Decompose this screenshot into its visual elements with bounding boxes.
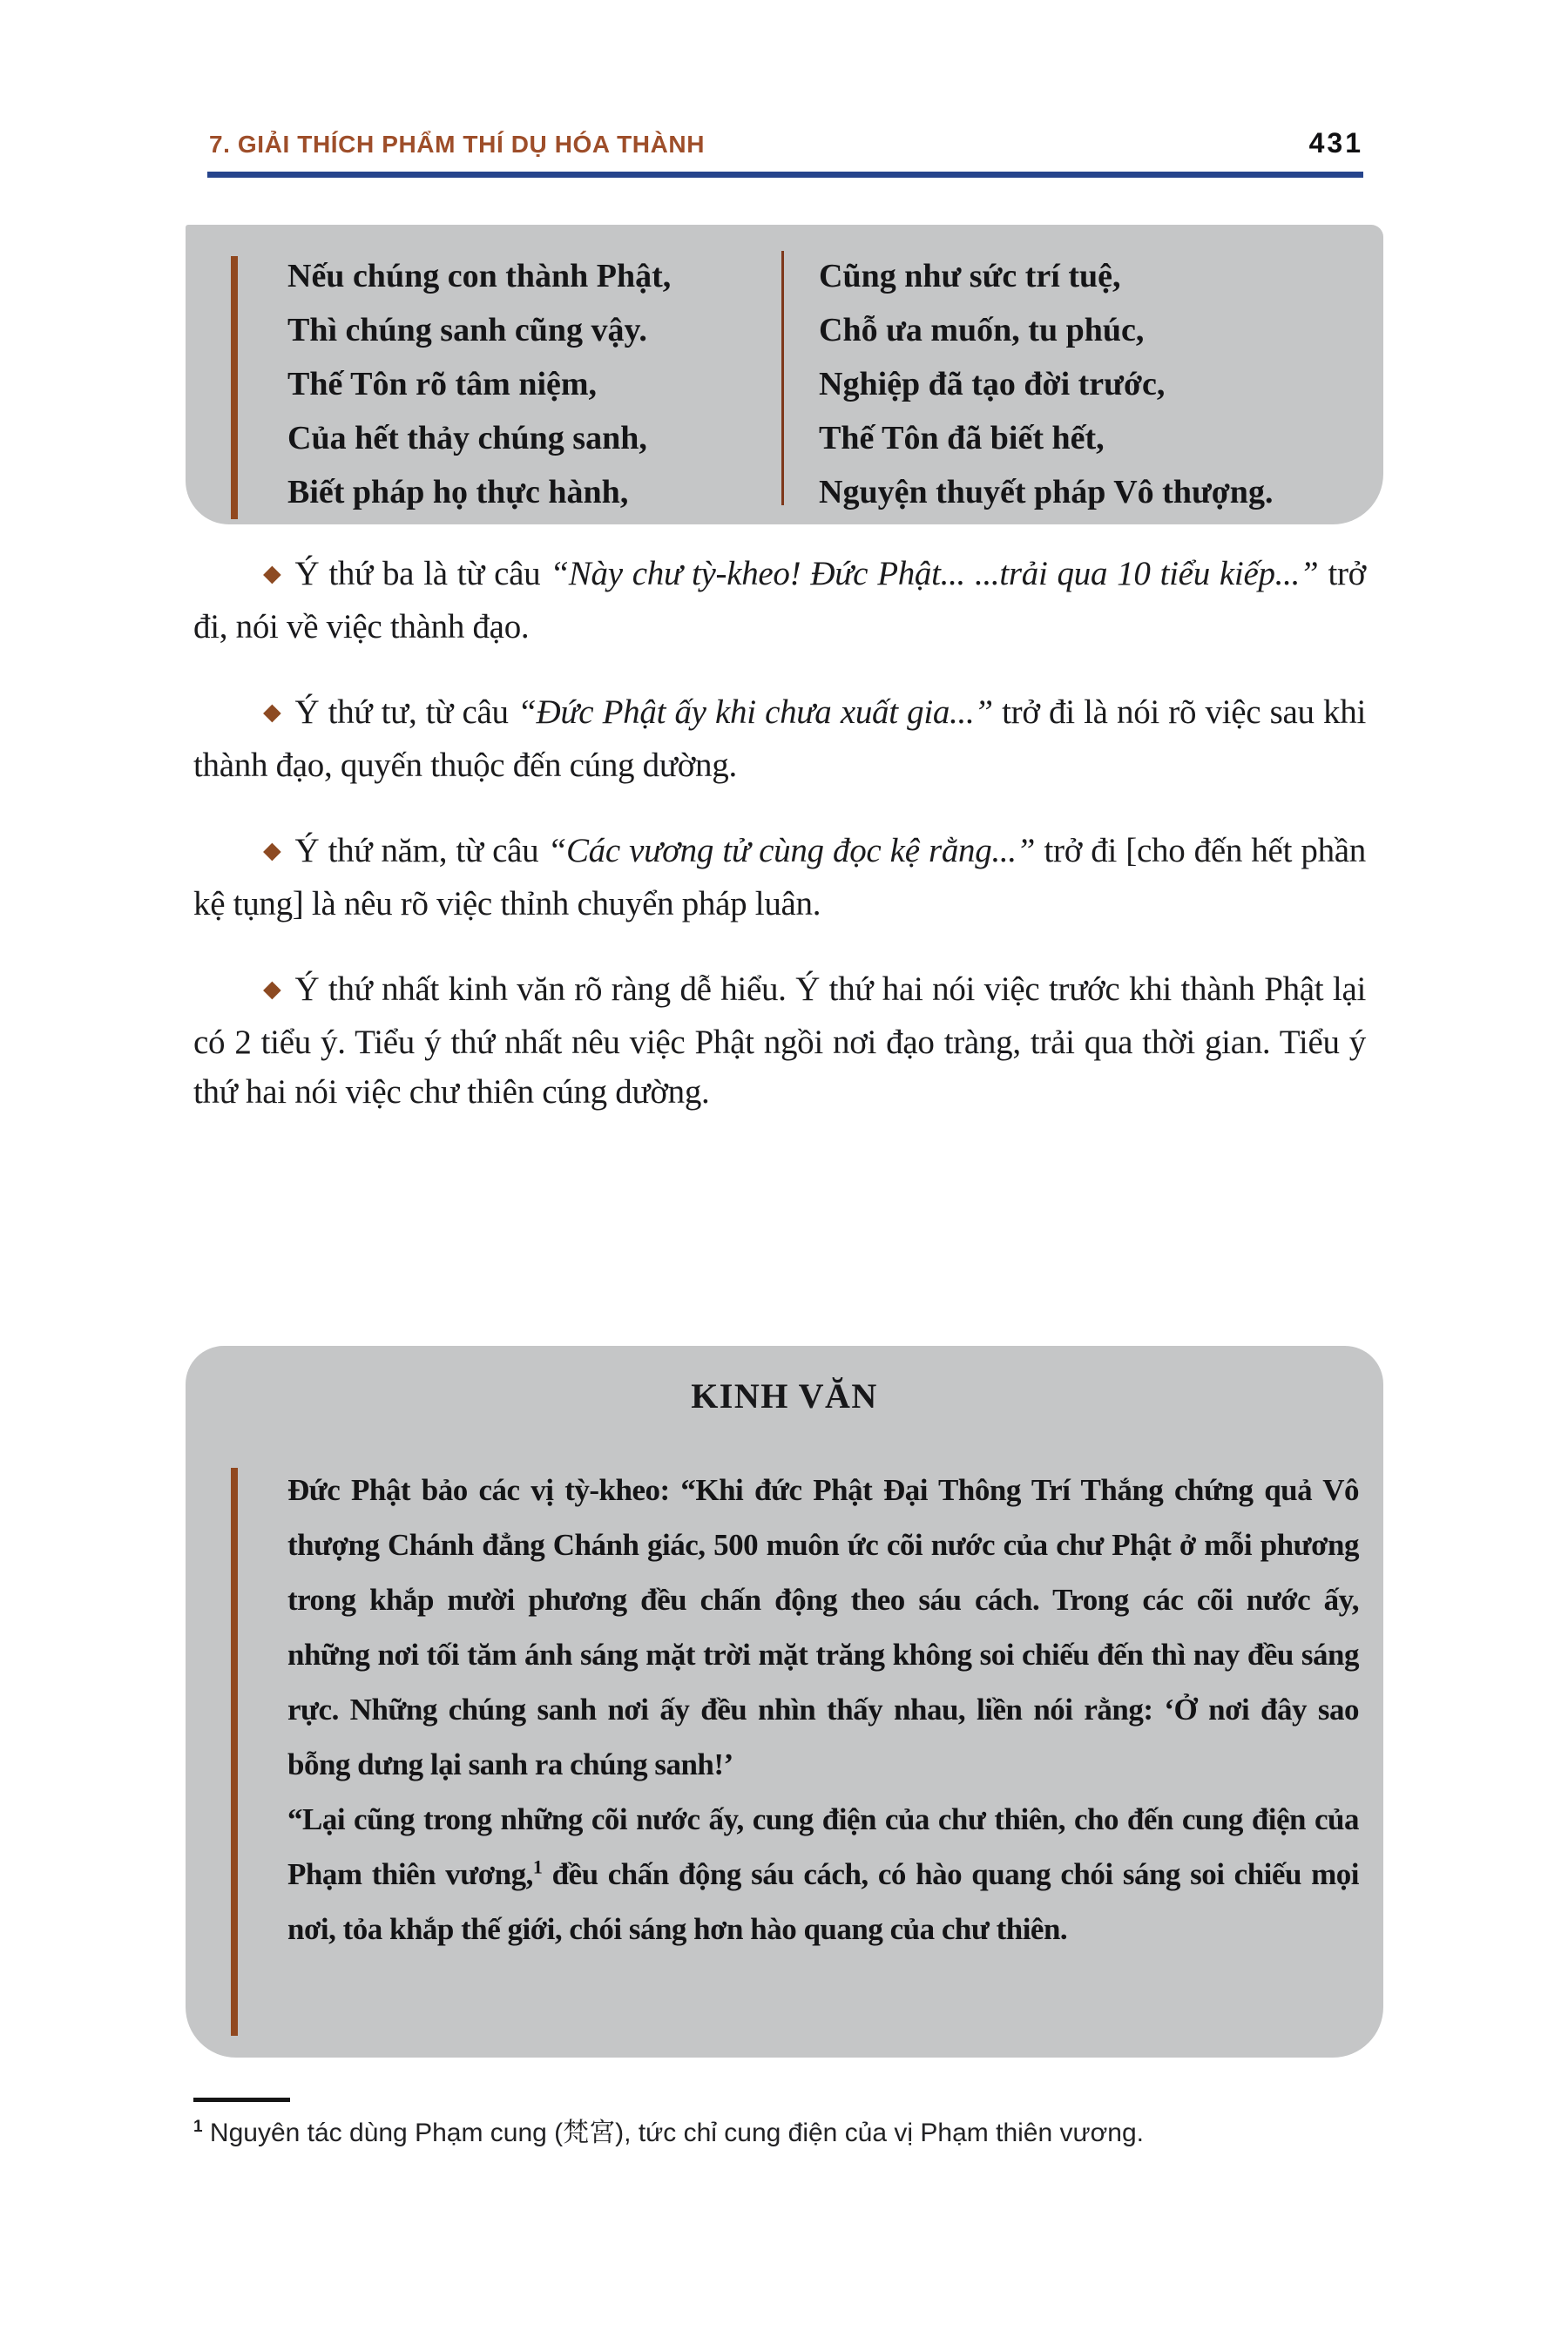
kinh-van-accent-bar: [231, 1468, 238, 2036]
diamond-bullet-icon: ◆: [263, 837, 281, 863]
footnote-marker: 1: [193, 2118, 203, 2136]
paragraph-text: trở đi, nói về việc thành đạo.: [193, 555, 1366, 645]
verse-line: Thì chúng sanh cũng vậy.: [287, 312, 647, 348]
verse-line: Cũng như sức trí tuệ,: [819, 258, 1121, 294]
quoted-scripture-text: “Đức Phật ấy khi chưa xuất gia...”: [517, 693, 993, 731]
verse-column-right: [819, 249, 1273, 519]
commentary-paragraph: [193, 964, 1366, 1117]
diamond-bullet-icon: ◆: [263, 976, 281, 1002]
paragraph-text: Ý thứ tư, từ câu: [294, 693, 518, 731]
header-rule: [207, 172, 1363, 178]
verse-accent-bar: [231, 256, 238, 519]
scripture-paragraph: [287, 1463, 1359, 1792]
verse-column-left: [287, 249, 671, 519]
verse-quote-box: [186, 225, 1383, 524]
verse-line: Thế Tôn rõ tâm niệm,: [287, 366, 598, 402]
verse-column-divider: [781, 251, 784, 505]
verse-line: Thế Tôn đã biết hết,: [819, 420, 1105, 456]
commentary-paragraph: [193, 826, 1366, 929]
verse-line: Nếu chúng con thành Phật,: [287, 258, 672, 294]
paragraph-text: Ý thứ năm, từ câu: [294, 832, 548, 869]
footnote-reference: 1: [532, 1855, 543, 1878]
paragraph-text: trở đi [cho đến hết phần kệ tụng] là nêu rõ việc thỉnh chuyển pháp luân.: [193, 832, 1366, 923]
paragraph-text: Ý thứ ba là từ câu: [294, 555, 551, 592]
commentary-section: [193, 549, 1366, 1117]
kinh-van-title: KINH VĂN: [691, 1376, 878, 1416]
verse-line: Của hết thảy chúng sanh,: [287, 420, 647, 456]
commentary-paragraph: [193, 687, 1366, 790]
chapter-running-head: 7. GIẢI THÍCH PHẨM THÍ DỤ HÓA THÀNH: [209, 131, 706, 158]
footnote-text: Nguyên tác dùng Phạm cung (梵宮), tức chỉ cung điện của vị Phạm thiên vương.: [202, 2119, 1144, 2147]
quoted-scripture-text: “Các vương tử cùng đọc kệ rằng...”: [547, 832, 1036, 869]
commentary-paragraph: [193, 549, 1366, 652]
verse-line: Biết pháp họ thực hành,: [287, 474, 629, 510]
quoted-scripture-text: “Này chư tỳ-kheo! Đức Phật... ...trải qua 10 tiểu kiếp...”: [550, 555, 1319, 592]
scripture-paragraph: [287, 1792, 1359, 1957]
diamond-bullet-icon: ◆: [263, 560, 281, 586]
kinh-van-text: [287, 1463, 1359, 1957]
verse-line: Nghiệp đã tạo đời trước,: [819, 366, 1166, 402]
scripture-text: “Lại cũng trong những cõi nước ấy, cung điện của chư thiên, cho đến cung điện của Phạm thiên vương,: [287, 1802, 1359, 1891]
footnote-separator-rule: [193, 2098, 290, 2102]
footnote: [193, 2114, 1366, 2153]
kinh-van-box: [186, 1346, 1383, 2058]
paragraph-text: Ý thứ nhất kinh văn rõ ràng dễ hiểu. Ý thứ hai nói việc trước khi thành Phật lại có 2 tiểu ý. Tiểu ý thứ nhất nêu việc Phật ngồi nơi đạo tràng, trải qua thời gian. Tiểu ý thứ hai nói việc chư thiên cúng dường.: [193, 970, 1366, 1111]
verse-line: Nguyện thuyết pháp Vô thượng.: [819, 474, 1274, 510]
scripture-text: Đức Phật bảo các vị tỳ-kheo: “Khi đức Phật Đại Thông Trí Thắng chứng quả Vô thượng Chánh đẳng Chánh giác, 500 muôn ức cõi nước của chư Phật ở mỗi phương trong khắp mười phương đều chấn động theo sáu cách. Trong các cõi nước ấy, những nơi tối tăm ánh sáng mặt trời mặt trăng không soi chiếu đến thì nay đều sáng rực. Những chúng sanh nơi ấy đều nhìn thấy nhau, liền nói rằng: ‘Ở nơi đây sao bỗng dưng lại sanh ra chúng sanh!’: [287, 1473, 1359, 1781]
verse-line: Chỗ ưa muốn, tu phúc,: [819, 312, 1145, 348]
diamond-bullet-icon: ◆: [263, 699, 281, 725]
paragraph-text: trở đi là nói rõ việc sau khi thành đạo, quyến thuộc đến cúng dường.: [193, 693, 1366, 784]
scripture-text: đều chấn động sáu cách, có hào quang chói sáng soi chiếu mọi nơi, tỏa khắp thế giới, chói sáng hơn hào quang của chư thiên.: [287, 1857, 1359, 1946]
page-number: 431: [1308, 127, 1363, 159]
